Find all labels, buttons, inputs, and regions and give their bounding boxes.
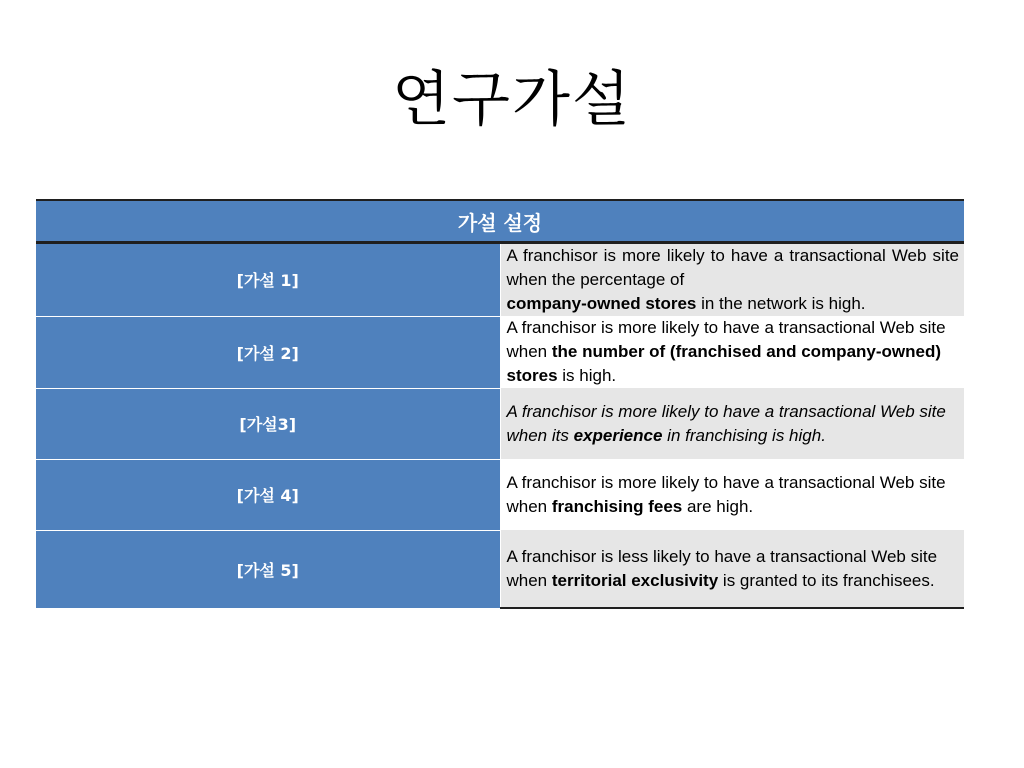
hypothesis-text bbox=[500, 316, 964, 388]
hypothesis-text bbox=[500, 243, 964, 317]
table-row bbox=[36, 388, 964, 459]
hypothesis-bold-phrase: company-owned stores bbox=[506, 294, 697, 313]
hypothesis-bold-phrase: territorial exclusivity bbox=[551, 570, 719, 590]
hypothesis-line2-post: are high. bbox=[682, 496, 754, 516]
table-row bbox=[36, 530, 964, 608]
hypothesis-line1: A franchisor is less likely to have a transactional Web site bbox=[506, 546, 938, 566]
hypothesis-label: [가설3] bbox=[36, 388, 500, 459]
table-row bbox=[36, 243, 964, 317]
hypothesis-bold-phrase: experience bbox=[573, 425, 663, 445]
hypothesis-line2-post: is granted to its franchisees. bbox=[718, 570, 935, 590]
hypothesis-line2-rest: in the network is high. bbox=[696, 294, 866, 313]
table-row bbox=[36, 316, 964, 388]
hypothesis-text bbox=[500, 459, 964, 530]
hypothesis-label: [가설 2] bbox=[36, 316, 500, 388]
hypothesis-bold-phrase: franchising fees bbox=[551, 496, 683, 516]
table-row bbox=[36, 459, 964, 530]
hypothesis-label: [가설 1] bbox=[36, 243, 500, 317]
table-header-row bbox=[36, 200, 964, 243]
hypothesis-line1: A franchisor is more likely to have a transactional Web site bbox=[506, 401, 946, 421]
slide-title: 연구가설 bbox=[392, 65, 632, 135]
hypothesis-label: [가설 4] bbox=[36, 459, 500, 530]
hypothesis-line1: A franchisor is more likely to have a transactional Web site bbox=[506, 318, 946, 337]
hypothesis-table bbox=[36, 199, 964, 609]
hypothesis-line1: A franchisor is more likely to have a transactional Web site when the percentage of bbox=[506, 246, 959, 289]
hypothesis-line1: A franchisor is more likely to have a transactional Web site bbox=[506, 472, 946, 492]
hypothesis-text bbox=[500, 530, 964, 608]
hypothesis-line2-post: is high. bbox=[557, 366, 617, 385]
hypothesis-line2-pre: when its bbox=[506, 425, 574, 445]
table-header: 가설 설정 bbox=[36, 200, 964, 243]
hypothesis-line2-post: in franchising is high. bbox=[662, 425, 826, 445]
hypothesis-label: [가설 5] bbox=[36, 530, 500, 608]
hypothesis-text bbox=[500, 388, 964, 459]
hypothesis-line2-pre: when bbox=[506, 570, 552, 590]
hypothesis-line2-pre: when bbox=[506, 496, 552, 516]
hypothesis-line2-pre: when bbox=[506, 342, 552, 361]
hypothesis-bold-phrase: the number of (franchised and company-owned) stores bbox=[506, 342, 942, 385]
